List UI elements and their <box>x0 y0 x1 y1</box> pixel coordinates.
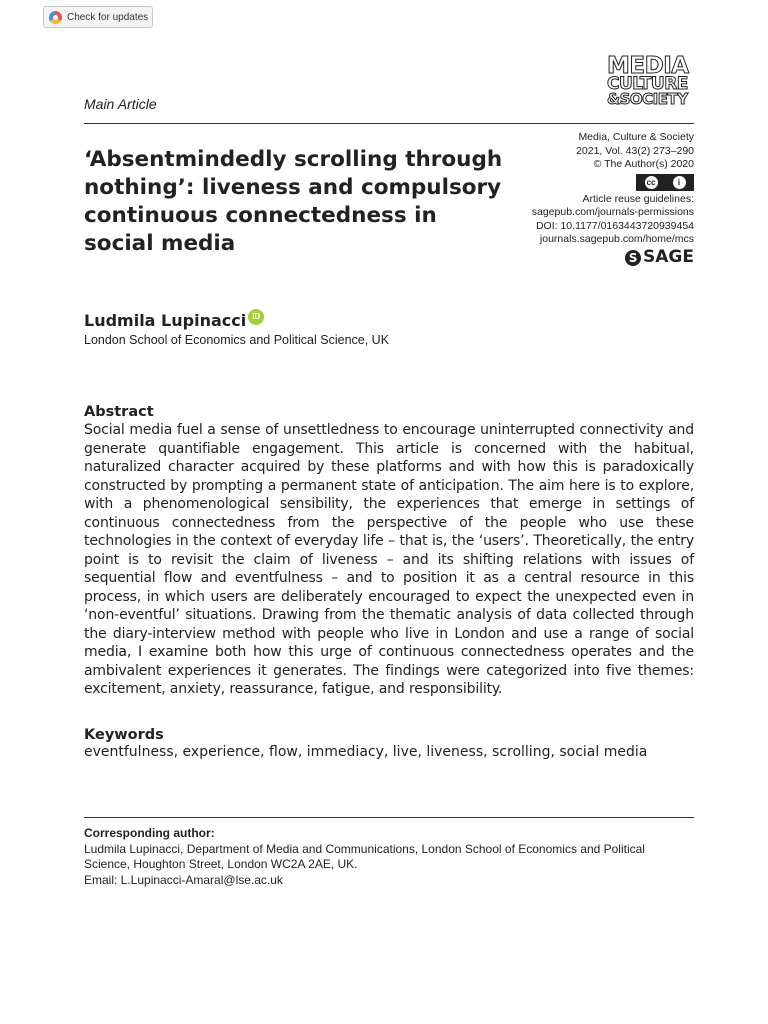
keywords-text: eventfulness, experience, flow, immediacy, live, liveness, scrolling, social media <box>84 744 648 760</box>
journal-logo-line3: &SOCIETY <box>607 89 688 108</box>
journal-logo-line2: CULTURE <box>607 74 688 95</box>
keywords-section <box>84 727 694 760</box>
author-affiliation: London School of Economics and Political Science, UK <box>84 333 390 347</box>
author-name-row <box>84 311 389 330</box>
corresponding-email[interactable]: Email: L.Lupinacci-Amaral@lse.ac.uk <box>84 872 283 887</box>
journal-logo-line1: MEDIA <box>607 53 689 79</box>
corresponding-author <box>84 826 694 888</box>
journal-volume: 2021, Vol. 43(2) 273–290 <box>576 144 694 157</box>
author-block <box>84 311 389 347</box>
journal-name: Media, Culture & Society <box>578 131 694 143</box>
crossmark-icon <box>49 11 62 24</box>
abstract-section <box>84 404 694 699</box>
copyright: © The Author(s) 2020 <box>593 158 694 170</box>
orcid-icon[interactable]: iD <box>248 309 264 325</box>
cc-icon: cc <box>645 176 658 189</box>
reuse-guidelines-label: Article reuse guidelines: <box>582 192 694 205</box>
article-type: Main Article <box>84 96 157 112</box>
corresponding-heading: Corresponding author: <box>84 826 215 840</box>
journal-logo <box>607 53 689 108</box>
footnote-divider <box>84 817 694 818</box>
article-title: ‘Absentmindedly scrolling through nothing’: liveness and compulsory continuous connectedness in social media <box>84 147 503 256</box>
by-icon: i <box>673 176 686 189</box>
sage-logo <box>532 246 694 267</box>
author-name: Ludmila Lupinacci <box>84 311 247 330</box>
reuse-guidelines-link[interactable]: sagepub.com/journals-permissions <box>531 206 694 218</box>
abstract-text: Social media fuel a sense of unsettledness to encourage uninterrupted connectivity and generate quantifiable engagement. This article is concerned with the habitual, naturalized character acquired by these platforms and with how this is paradoxically constructed by prompting a permanent state of anticipation. The aim here is to explore, with a phenomenological sensibility, the experiences that emerge in settings of continuous connectedness from the perspective of the people who use these technologies in the context of everyday life – that is, the ‘users’. Theoretically, the entry point is to revisit the claim of liveness – and its shifting relations with issues of sequential flow and eventfulness – and to position it as a central resource in this process, in which users are deliberately encouraged to expect the unexpected even in ‘non-eventful’ situations. Drawing from the thematic analysis of data collected through the diary-interview method with people who live in London and use a range of social media, I examine both how this urge of continuous connectedness operates and the ambivalent experiences it generates. The findings were categorized into five themes: excitement, anxiety, reassurance, fatigue, and responsibility. <box>84 422 694 697</box>
check-for-updates-button[interactable] <box>43 6 153 28</box>
publisher-name: SAGE <box>643 246 694 267</box>
header-divider <box>84 123 694 124</box>
keywords-heading: Keywords <box>84 727 164 743</box>
check-for-updates-label: Check for updates <box>67 11 149 23</box>
journal-url[interactable]: journals.sagepub.com/home/mcs <box>539 233 694 245</box>
doi[interactable]: DOI: 10.1177/0163443720939454 <box>535 219 694 232</box>
sage-icon: S <box>625 250 641 266</box>
abstract-heading: Abstract <box>84 404 154 420</box>
cc-by-license-icon[interactable] <box>636 174 694 191</box>
journal-info <box>532 131 694 266</box>
corresponding-address: Ludmila Lupinacci, Department of Media and Communications, London School of Economics and Political Science, Houghton Street, London WC2A 2AE, UK. <box>84 841 645 871</box>
